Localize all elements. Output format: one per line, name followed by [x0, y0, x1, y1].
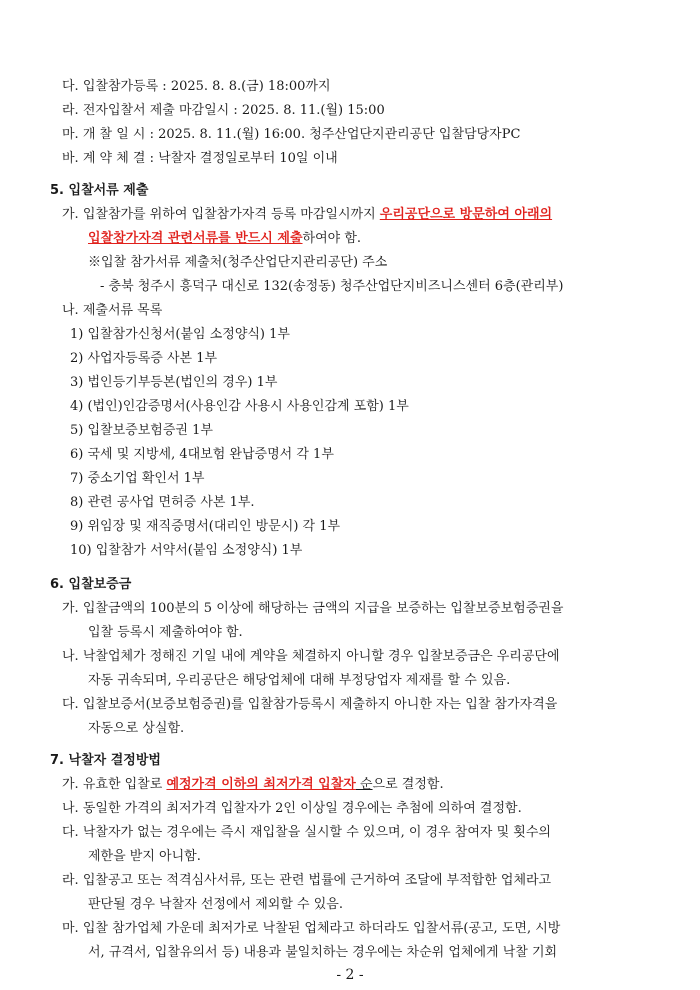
schedule-bid-deadline: 라. 전자입찰서 제출 마감일시 : 2025. 8. 11.(월) 15:00 [62, 103, 385, 118]
doc-item: 8) 관련 공사업 면허증 사본 1부. [70, 495, 255, 510]
doc-item: 6) 국세 및 지방세, 4대보험 완납증명서 각 1부 [70, 447, 334, 462]
section-7-ga-text: 가. 유효한 입찰로 [62, 777, 167, 792]
section-7-ga-highlight: 예정가격 이하의 최저가격 입찰자 [166, 777, 356, 792]
section-6-line: 가. 입찰금액의 100분의 5 이상에 해당하는 금액의 지급을 보증하는 입찰보증보험증권을 [62, 601, 564, 616]
section-5-ga-tail: 하여야 함. [302, 231, 362, 246]
section-7-ga-tail: 으로 결정함. [372, 777, 444, 792]
section-7-ga [62, 774, 444, 796]
schedule-opening: 마. 개 찰 일 시 : 2025. 8. 11.(월) 16:00. 청주산업단지관리공단 입찰담당자PC [62, 127, 521, 142]
section-7-ga-underline: 순 [355, 777, 373, 792]
doc-item: 9) 위임장 및 재직증명서(대리인 방문시) 각 1부 [70, 519, 341, 534]
section-6-line: 입찰 등록시 제출하여야 함. [88, 625, 243, 640]
section-5-na: 나. 제출서류 목록 [62, 303, 163, 318]
section-5-ga-line2 [88, 228, 361, 250]
section-5-ga-highlight-2: 입찰참가자격 관련서류를 반드시 제출 [88, 231, 303, 246]
page-number: - 2 - [336, 967, 364, 983]
submission-place-note: ※입찰 참가서류 제출처(청주산업단지관리공단) 주소 [88, 255, 388, 270]
section-7-line: 제한을 받지 아니함. [88, 849, 201, 864]
section-5-title: 5. 입찰서류 제출 [50, 183, 149, 198]
section-6-line: 자동 귀속되며, 우리공단은 해당업체에 대해 부정당업자 제재를 할 수 있음. [88, 673, 511, 688]
doc-item: 4) (법인)인감증명서(사용인감 사용시 사용인감계 포함) 1부 [70, 399, 409, 414]
doc-item: 7) 중소기업 확인서 1부 [70, 471, 205, 486]
section-7-line: 라. 입찰공고 또는 적격심사서류, 또는 관련 법률에 근거하여 조달에 부적합한 업체라고 [62, 873, 552, 888]
doc-item: 3) 법인등기부등본(법인의 경우) 1부 [70, 375, 278, 390]
submission-address: - 충북 청주시 흥덕구 대신로 132(송정동) 청주산업단지비즈니스센터 6층(관리부) [100, 279, 564, 294]
section-5-ga-highlight-1: 우리공단으로 방문하여 아래의 [379, 207, 553, 222]
section-6-line: 나. 낙찰업체가 정해진 기일 내에 계약을 체결하지 아니할 경우 입찰보증금은 우리공단에 [62, 649, 560, 664]
section-7-line: 마. 입찰 참가업체 가운데 최저가로 낙찰된 업체라고 하더라도 입찰서류(공고, 도면, 시방 [62, 921, 561, 936]
section-5-ga-text: 가. 입찰참가를 위하여 입찰참가자격 등록 마감일시까지 [62, 207, 380, 222]
section-6-line: 자동으로 상실함. [88, 721, 185, 736]
schedule-registration: 다. 입찰참가등록 : 2025. 8. 8.(금) 18:00까지 [62, 79, 331, 94]
doc-item: 1) 입찰참가신청서(붙임 소정양식) 1부 [70, 327, 290, 342]
section-7-line: 나. 동일한 가격의 최저가격 입찰자가 2인 이상일 경우에는 추첨에 의하여 결정함. [62, 801, 522, 816]
doc-item: 5) 입찰보증보험증권 1부 [70, 423, 213, 438]
section-7-line: 판단될 경우 낙찰자 선정에서 제외할 수 있음. [88, 897, 343, 912]
section-7-title: 7. 낙찰자 결정방법 [50, 753, 161, 768]
doc-item: 2) 사업자등록증 사본 1부 [70, 351, 218, 366]
section-6-title: 6. 입찰보증금 [50, 577, 132, 592]
section-7-line: 서, 규격서, 입찰유의서 등) 내용과 불일치하는 경우에는 차순위 업체에게 낙찰 기회 [88, 945, 558, 960]
doc-item: 10) 입찰참가 서약서(붙임 소정양식) 1부 [70, 543, 303, 558]
section-5-ga-line1 [62, 204, 552, 226]
schedule-contract: 바. 계 약 체 결 : 낙찰자 결정일로부터 10일 이내 [62, 151, 338, 166]
section-6-line: 다. 입찰보증서(보증보험증권)를 입찰참가등록시 제출하지 아니한 자는 입찰 참가자격을 [62, 697, 558, 712]
section-7-line: 다. 낙찰자가 없는 경우에는 즉시 재입찰을 실시할 수 있으며, 이 경우 참여자 및 횟수의 [62, 825, 551, 840]
